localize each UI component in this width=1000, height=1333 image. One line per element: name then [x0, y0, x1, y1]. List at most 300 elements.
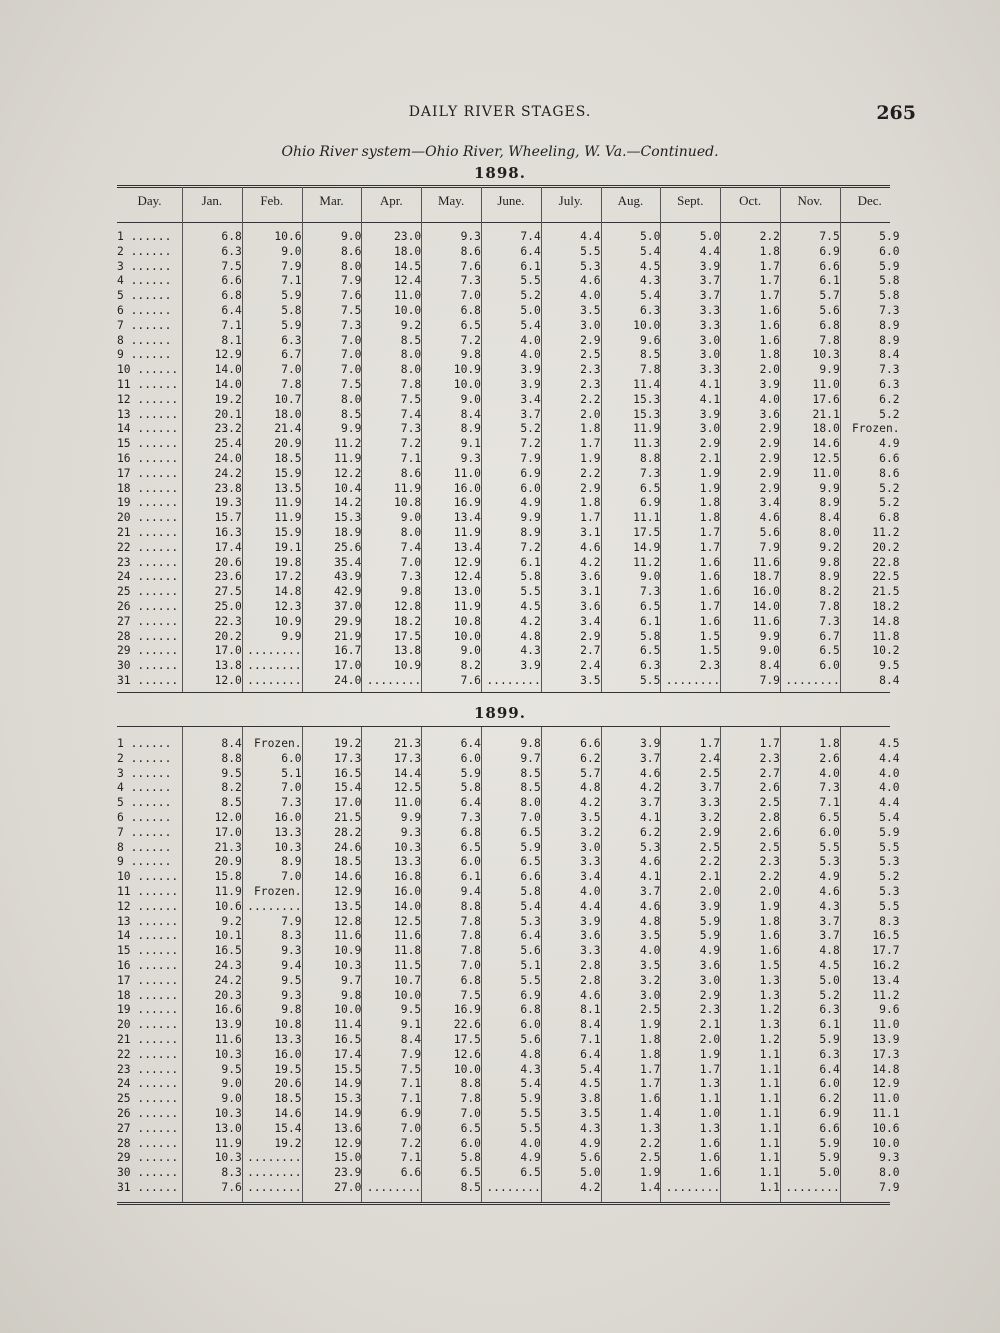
table-row	[117, 915, 900, 930]
stage-cell: 8.0	[819, 525, 840, 539]
stage-cell: 4.4	[699, 244, 721, 258]
table-row	[117, 1166, 900, 1181]
stage-cell: 16.9	[453, 496, 481, 510]
table-row	[117, 885, 900, 900]
stage-cell: 12.0	[214, 673, 242, 687]
stage-cell: 6.5	[520, 855, 541, 869]
page-number: 265	[876, 102, 916, 124]
stage-cell: 4.0	[580, 884, 601, 898]
stage-cell: 1.6	[759, 944, 780, 958]
stage-cell: 12.9	[453, 555, 481, 569]
stage-cell: 1.8	[759, 244, 780, 258]
stage-cell: 7.5	[400, 392, 422, 406]
stage-cell: 6.0	[819, 825, 840, 839]
stage-cell: 3.5	[639, 929, 661, 943]
stage-cell: 1.1	[759, 1180, 780, 1194]
stage-cell: 6.5	[460, 840, 481, 854]
day-cell: 7 ......	[117, 318, 172, 332]
stage-cell: 7.5	[340, 377, 362, 391]
stage-cell: 8.8	[460, 1077, 481, 1091]
stage-cell: 2.0	[699, 1032, 721, 1046]
stage-cell: 5.1	[520, 958, 541, 972]
day-cell: 5 ......	[117, 796, 172, 810]
stage-cell: 8.1	[580, 1003, 601, 1017]
stage-cell: 4.6	[639, 766, 661, 780]
stage-cell: 6.6	[520, 870, 541, 884]
stage-cell: 4.1	[699, 377, 721, 391]
stage-cell: 5.2	[879, 407, 900, 421]
day-cell: 24 ......	[117, 570, 179, 584]
year-heading-1899: 1899.	[474, 704, 526, 722]
stage-cell: 10.6	[872, 1121, 900, 1135]
stage-cell: 13.3	[274, 825, 302, 839]
stage-cell: 11.4	[334, 1018, 362, 1032]
stage-cell: 6.7	[819, 629, 840, 643]
table-row	[117, 511, 900, 526]
stage-cell: 22.8	[872, 555, 900, 569]
stage-cell: 1.6	[639, 1092, 661, 1106]
stage-cell: 3.9	[639, 737, 661, 750]
stage-cell: 5.5	[520, 585, 541, 599]
stage-cell: 7.3	[879, 303, 900, 317]
stage-cell: 11.2	[334, 437, 362, 451]
stage-cell: 9.6	[879, 1003, 900, 1017]
table-row	[117, 752, 900, 767]
stage-cell: 21.4	[274, 422, 302, 436]
day-cell: 20 ......	[117, 1018, 179, 1032]
stage-cell: 22.3	[214, 614, 242, 628]
stage-cell: 17.0	[214, 644, 242, 658]
stage-cell: 17.5	[633, 525, 661, 539]
stage-cell: 5.5	[520, 1106, 541, 1120]
day-cell: 23 ......	[117, 555, 179, 569]
stage-cell: 4.3	[580, 1121, 601, 1135]
column-header: July.	[558, 193, 583, 208]
stage-cell: 3.4	[580, 614, 601, 628]
stage-cell: 4.6	[759, 511, 780, 525]
day-cell: 28 ......	[117, 1136, 179, 1150]
stage-cell: 11.9	[214, 1136, 242, 1150]
stage-cell: 8.9	[281, 855, 302, 869]
stage-cell: 3.9	[520, 659, 541, 673]
day-cell: 5 ......	[117, 289, 172, 303]
stage-cell: 12.9	[334, 1136, 362, 1150]
stage-cell: 1.2	[759, 1003, 780, 1017]
stage-cell: 11.2	[633, 555, 661, 569]
stage-cell: 2.3	[699, 659, 721, 673]
stage-cell: 4.3	[520, 1062, 541, 1076]
table-row	[117, 1003, 900, 1018]
stage-cell: 7.3	[340, 318, 362, 332]
stage-cell: 1.1	[759, 1136, 780, 1150]
day-cell: 10 ......	[117, 870, 179, 884]
stage-cell: 11.6	[393, 929, 422, 943]
stage-cell: 28.2	[334, 825, 362, 839]
stage-cell: 6.9	[639, 496, 661, 510]
stage-cell: 2.2	[759, 870, 780, 884]
stage-cell: 17.0	[214, 825, 242, 839]
stage-cell: 21.9	[334, 629, 362, 643]
column-header: Day.	[137, 193, 162, 208]
stage-cell: 5.9	[879, 230, 900, 243]
stage-cell: 23.9	[334, 1166, 362, 1180]
stage-cell: 7.3	[819, 781, 840, 795]
stage-cell: 3.9	[520, 363, 541, 377]
stage-cell: 4.0	[879, 781, 900, 795]
stage-cell: 5.0	[819, 973, 840, 987]
stage-cell: 9.0	[460, 392, 481, 406]
stage-cell: 9.2	[400, 318, 422, 332]
stage-cell: 1.7	[580, 437, 601, 451]
stage-cell: 6.3	[819, 1003, 840, 1017]
stage-cell: 10.3	[274, 840, 302, 854]
stage-cell: 7.6	[460, 673, 481, 687]
stage-cell: 6.8	[460, 825, 481, 839]
stage-cell: 2.6	[759, 781, 780, 795]
stage-cell: 20.2	[214, 629, 242, 643]
stage-cell: 4.9	[699, 944, 721, 958]
day-cell: 25 ......	[117, 1092, 179, 1106]
day-cell: 27 ......	[117, 614, 179, 628]
stage-cell: 2.4	[699, 751, 721, 765]
stage-cell: 1.5	[699, 644, 721, 658]
stage-cell: 5.9	[879, 825, 900, 839]
stage-cell: 3.9	[759, 377, 780, 391]
stage-cell: 6.5	[460, 1121, 481, 1135]
stage-cell: 6.4	[520, 929, 541, 943]
stage-cell: 1.7	[639, 1062, 661, 1076]
stage-cell: 7.5	[819, 230, 840, 243]
stage-cell: 5.4	[639, 289, 661, 303]
stage-cell: 9.0	[639, 570, 661, 584]
stage-cell: 1.1	[759, 1151, 780, 1165]
stage-cell: 3.7	[699, 781, 721, 795]
stage-cell: 7.0	[340, 333, 362, 347]
day-cell: 9 ......	[117, 348, 172, 362]
stage-cell: 11.9	[633, 422, 661, 436]
stage-cell: 1.9	[580, 451, 601, 465]
stage-cell: 17.0	[334, 659, 362, 673]
stage-cell: 8.9	[460, 422, 481, 436]
stage-cell: 7.0	[520, 810, 541, 824]
stage-cell: 6.5	[520, 825, 541, 839]
day-cell: 12 ......	[117, 899, 179, 913]
stage-cell: 14.8	[274, 585, 302, 599]
stage-cell: 10.7	[393, 973, 422, 987]
stage-cell: 7.5	[340, 303, 362, 317]
stage-cell: 14.0	[214, 377, 242, 391]
stage-cell: 7.4	[520, 230, 541, 243]
stage-cell: 8.5	[221, 796, 242, 810]
stage-cell: 6.5	[460, 1166, 481, 1180]
stage-cell: 4.8	[520, 629, 541, 643]
table-row	[117, 378, 900, 393]
stage-cell: 5.3	[819, 855, 840, 869]
stage-cell: 11.8	[872, 629, 900, 643]
stage-cell: 9.1	[400, 1018, 422, 1032]
stage-cell: 1.9	[699, 481, 721, 495]
stage-cell: 1.9	[639, 1166, 661, 1180]
stage-cell: 6.3	[819, 1047, 840, 1061]
table-row	[117, 929, 900, 944]
stage-cell: 4.2	[580, 796, 601, 810]
stage-cell: 14.0	[214, 363, 242, 377]
stage-cell: 2.9	[699, 825, 721, 839]
stage-cell: 16.5	[334, 1032, 362, 1046]
stage-cell: 13.5	[334, 899, 362, 913]
day-cell: 18 ......	[117, 988, 179, 1002]
stage-cell: 5.5	[879, 840, 900, 854]
stage-cell: 3.0	[699, 973, 721, 987]
day-cell: 28 ......	[117, 629, 179, 643]
stage-cell: 17.6	[812, 392, 840, 406]
table-row	[117, 467, 900, 482]
column-header: Nov.	[797, 193, 823, 208]
table-row	[117, 959, 900, 974]
stage-cell: 10.0	[453, 629, 481, 643]
stage-cell: 5.2	[520, 289, 541, 303]
table-row	[117, 1018, 900, 1033]
stage-cell: 20.9	[214, 855, 242, 869]
stage-cell: 27.5	[214, 585, 242, 599]
stage-cell: 1.1	[759, 1062, 780, 1076]
stage-cell: 6.9	[400, 1106, 422, 1120]
stage-cell: 2.9	[759, 451, 780, 465]
stage-cell: 5.9	[281, 289, 302, 303]
day-cell: 23 ......	[117, 1062, 179, 1076]
stage-cell: 10.0	[453, 1062, 481, 1076]
stage-cell: 11.6	[214, 1032, 242, 1046]
stage-cell: 6.8	[460, 303, 481, 317]
stage-cell: 9.0	[340, 230, 362, 243]
stage-cell: 14.9	[334, 1077, 362, 1091]
table-row	[117, 570, 900, 585]
day-cell: 8 ......	[117, 840, 172, 854]
stage-cell: 5.5	[520, 973, 541, 987]
table-1898-bottom-rule	[117, 692, 890, 693]
table-row	[117, 659, 900, 674]
stage-cell: 4.2	[520, 614, 541, 628]
stage-cell: 7.2	[400, 437, 422, 451]
stage-cell: ........	[247, 1166, 302, 1180]
stage-cell: 3.9	[699, 899, 721, 913]
stage-cell: 8.5	[520, 781, 541, 795]
stage-cell: 1.1	[759, 1047, 780, 1061]
stage-cell: 12.9	[872, 1077, 900, 1091]
stage-cell: 13.5	[274, 481, 302, 495]
stage-cell: 5.2	[879, 481, 900, 495]
stage-cell: 13.8	[214, 659, 242, 673]
stage-cell: 15.0	[334, 1151, 362, 1165]
stage-cell: 16.0	[274, 810, 302, 824]
stage-cell: 4.1	[639, 810, 661, 824]
stage-cell: 3.7	[639, 796, 661, 810]
stage-cell: 17.2	[274, 570, 302, 584]
column-header: Sept.	[677, 193, 704, 208]
stage-cell: 2.3	[759, 751, 780, 765]
stage-cell: 10.7	[274, 392, 302, 406]
stage-cell: 8.4	[221, 737, 242, 750]
stage-cell: 17.3	[334, 751, 362, 765]
stage-cell: 8.1	[221, 333, 242, 347]
stage-cell: 4.4	[879, 796, 900, 810]
stage-cell: 2.5	[699, 840, 721, 854]
stage-cell: 3.7	[699, 289, 721, 303]
stage-cell: 20.6	[214, 555, 242, 569]
stage-cell: 18.2	[393, 614, 422, 628]
stage-cell: 10.3	[393, 840, 422, 854]
stage-cell: 24.0	[214, 451, 242, 465]
day-cell: 11 ......	[117, 377, 179, 391]
stage-cell: 2.9	[580, 333, 601, 347]
stage-cell: 19.3	[214, 496, 242, 510]
stage-cell: 11.0	[872, 1018, 900, 1032]
stage-cell: 1.7	[699, 540, 721, 554]
stage-cell: 7.8	[460, 944, 481, 958]
stage-cell: 9.9	[281, 629, 302, 643]
stage-cell: 11.8	[393, 944, 422, 958]
stage-cell: ........	[247, 1151, 302, 1165]
stage-cell: 1.5	[699, 629, 721, 643]
stage-cell: 8.2	[460, 659, 481, 673]
column-header: Aug.	[617, 193, 644, 208]
stage-cell: 3.0	[699, 422, 721, 436]
day-cell: 22 ......	[117, 1047, 179, 1061]
stage-cell: 2.2	[699, 855, 721, 869]
stage-cell: 10.9	[393, 659, 422, 673]
stage-cell: 4.1	[699, 392, 721, 406]
stage-cell: 7.8	[819, 333, 840, 347]
stage-cell: 6.6	[221, 274, 242, 288]
stage-cell: 5.8	[460, 781, 481, 795]
stage-cell: 15.3	[334, 511, 362, 525]
stage-cell: 10.3	[812, 348, 840, 362]
table-row	[117, 1063, 900, 1078]
stage-cell: 6.9	[520, 466, 541, 480]
stage-cell: 5.9	[281, 318, 302, 332]
day-cell: 6 ......	[117, 303, 172, 317]
day-cell: 29 ......	[117, 1151, 179, 1165]
stage-cell: Frozen.	[253, 737, 302, 750]
stage-cell: 6.5	[819, 810, 840, 824]
stage-cell: 18.5	[334, 855, 362, 869]
stage-cell: 15.3	[633, 407, 661, 421]
stage-cell: 6.6	[580, 737, 601, 750]
stage-cell: 14.4	[393, 766, 422, 780]
stage-cell: 1.7	[699, 1062, 721, 1076]
stage-cell: 24.3	[214, 958, 242, 972]
column-header: Oct.	[739, 193, 762, 208]
stage-cell: 11.9	[274, 496, 302, 510]
stage-cell: 16.0	[393, 884, 422, 898]
stage-cell: 18.9	[334, 525, 362, 539]
stage-cell: 7.1	[819, 796, 840, 810]
stage-cell: 7.4	[400, 540, 422, 554]
stage-cell: ........	[665, 1180, 721, 1194]
stage-cell: 2.1	[699, 451, 721, 465]
day-cell: 3 ......	[117, 766, 172, 780]
stage-cell: 9.8	[520, 737, 541, 750]
stage-cell: 7.8	[460, 929, 481, 943]
stage-cell: 1.1	[759, 1077, 780, 1091]
stage-cell: 1.7	[759, 274, 780, 288]
stage-cell: 7.3	[460, 810, 481, 824]
stage-cell: 11.0	[812, 466, 840, 480]
stage-cell: 2.8	[759, 810, 780, 824]
stage-cell: 4.4	[580, 230, 601, 243]
table-row	[117, 319, 900, 334]
stage-cell: 6.0	[460, 855, 481, 869]
stage-cell: 3.8	[580, 1092, 601, 1106]
stage-cell: 8.0	[340, 259, 362, 273]
stage-table-1898	[117, 230, 900, 689]
stage-cell: 6.0	[879, 244, 900, 258]
table-row	[117, 1151, 900, 1166]
stage-cell: ........	[247, 644, 302, 658]
header-bottom-rule	[117, 222, 890, 223]
day-cell: 12 ......	[117, 392, 179, 406]
stage-cell: 2.9	[580, 481, 601, 495]
stage-cell: 10.0	[393, 988, 422, 1002]
stage-cell: 7.5	[221, 259, 242, 273]
stage-cell: 4.6	[580, 540, 601, 554]
stage-cell: 7.3	[460, 274, 481, 288]
stage-cell: 1.6	[699, 555, 721, 569]
stage-cell: 17.4	[214, 540, 242, 554]
table-row	[117, 900, 900, 915]
stage-cell: ........	[486, 1180, 541, 1194]
stage-cell: 9.0	[460, 644, 481, 658]
day-cell: 30 ......	[117, 659, 179, 673]
stage-cell: 1.1	[759, 1121, 780, 1135]
table-row	[117, 870, 900, 885]
stage-cell: 6.9	[819, 244, 840, 258]
stage-cell: 9.0	[281, 244, 302, 258]
stage-cell: 5.1	[281, 766, 302, 780]
stage-cell: 16.9	[453, 1003, 481, 1017]
stage-cell: 6.5	[520, 1166, 541, 1180]
stage-cell: 9.7	[520, 751, 541, 765]
stage-cell: 9.8	[460, 348, 481, 362]
stage-cell: 2.9	[580, 629, 601, 643]
table-row	[117, 1137, 900, 1152]
stage-cell: 3.0	[699, 333, 721, 347]
stage-cell: 12.6	[453, 1047, 481, 1061]
stage-cell: 10.3	[214, 1151, 242, 1165]
stage-cell: 5.8	[879, 289, 900, 303]
stage-cell: 12.4	[453, 570, 481, 584]
stage-cell: 8.5	[340, 407, 362, 421]
stage-cell: 11.6	[752, 555, 780, 569]
stage-cell: 10.0	[334, 1003, 362, 1017]
stage-cell: 7.0	[460, 289, 481, 303]
stage-cell: 18.5	[274, 451, 302, 465]
stage-cell: 19.1	[274, 540, 302, 554]
column-header: June.	[497, 193, 525, 208]
stage-cell: 21.3	[214, 840, 242, 854]
stage-cell: 15.3	[633, 392, 661, 406]
stage-cell: 13.3	[274, 1032, 302, 1046]
stage-cell: 1.7	[699, 525, 721, 539]
stage-cell: 7.0	[340, 363, 362, 377]
stage-cell: 2.2	[639, 1136, 661, 1150]
stage-cell: 8.0	[400, 363, 422, 377]
table-row	[117, 541, 900, 556]
stage-cell: 1.6	[759, 318, 780, 332]
stage-cell: 1.1	[759, 1092, 780, 1106]
stage-cell: 2.0	[699, 884, 721, 898]
stage-cell: 9.0	[400, 511, 422, 525]
